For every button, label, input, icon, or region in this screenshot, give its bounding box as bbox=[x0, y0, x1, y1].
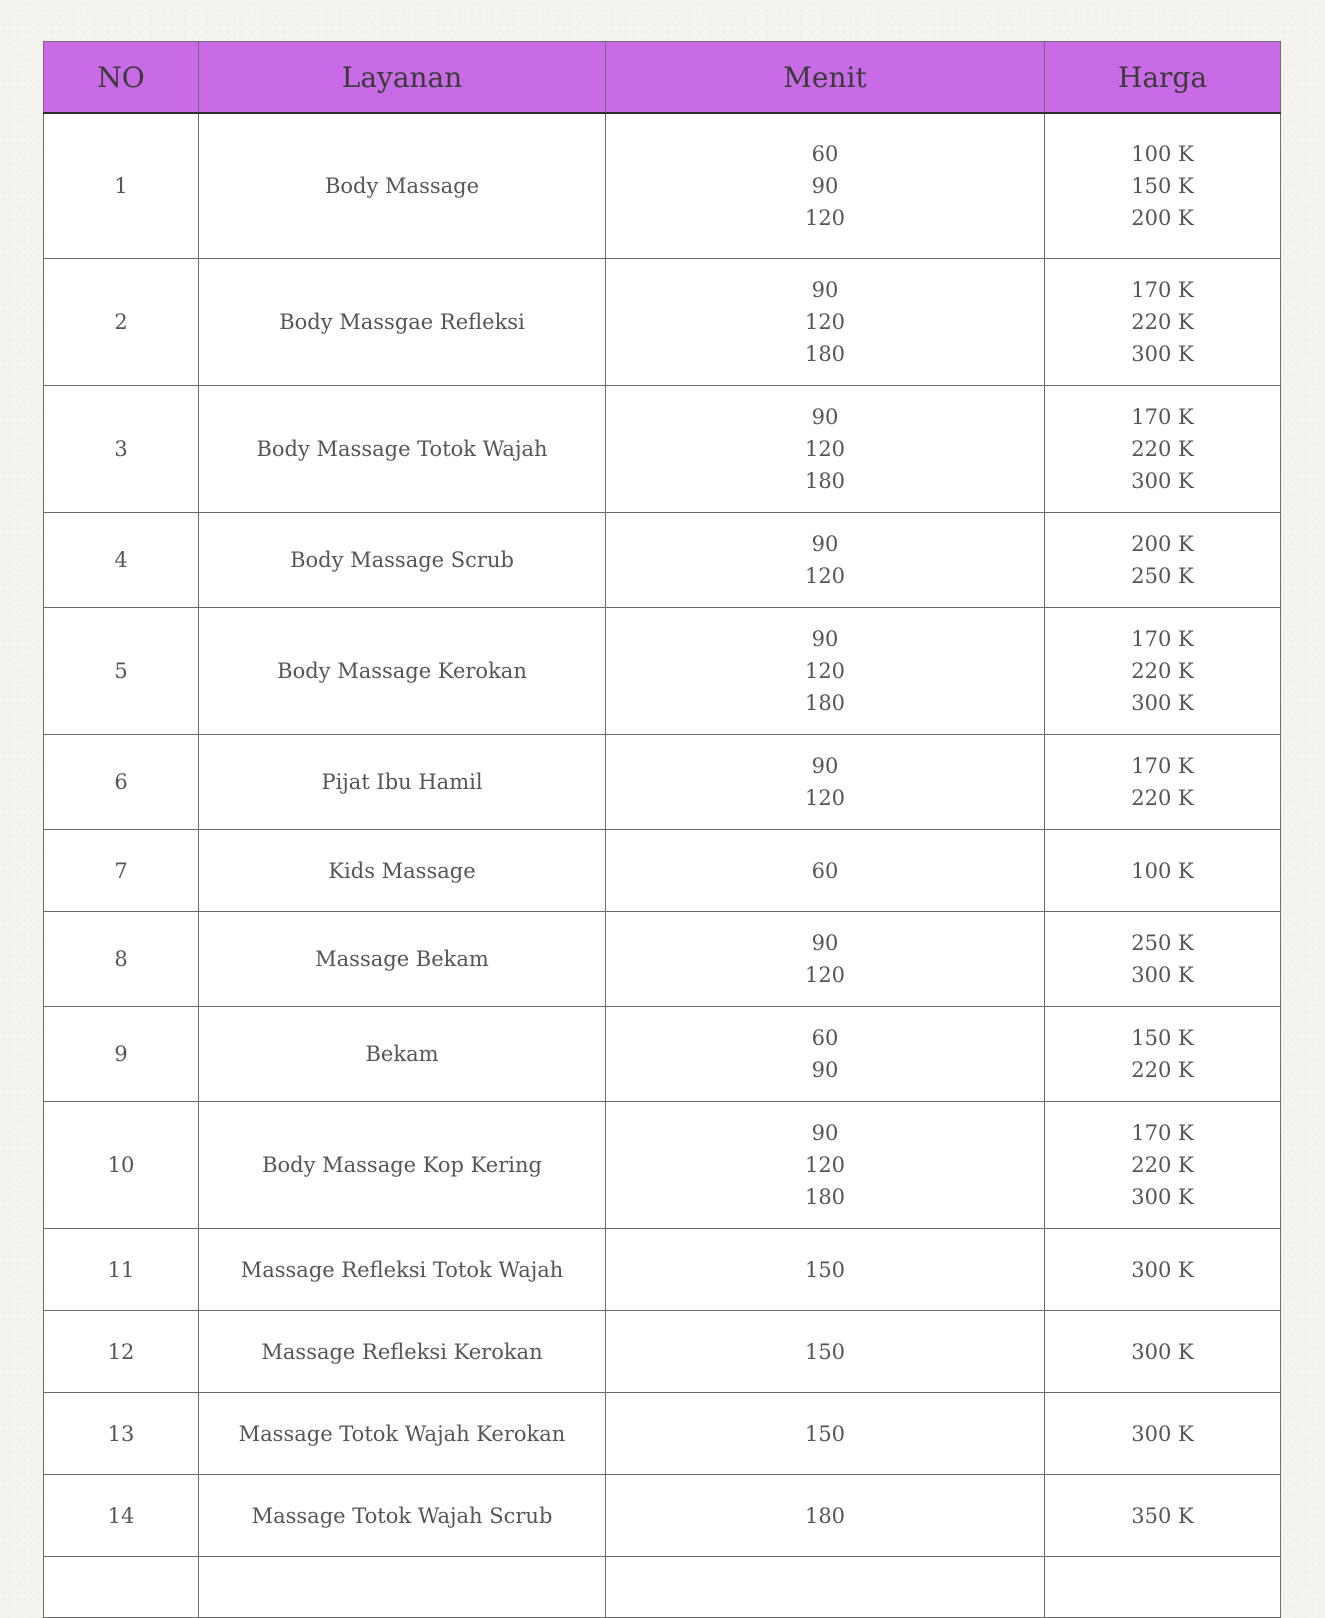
header-harga: Harga bbox=[1045, 42, 1281, 114]
duration-value: 90 bbox=[811, 405, 839, 429]
row-number: 4 bbox=[44, 513, 199, 608]
price-cell bbox=[1045, 912, 1281, 1007]
price-value: 300 K bbox=[1131, 963, 1194, 987]
row-number: 3 bbox=[44, 386, 199, 513]
duration-value: 60 bbox=[811, 858, 839, 883]
price-cell bbox=[1045, 735, 1281, 830]
price-cell bbox=[1045, 513, 1281, 608]
price-cell bbox=[1045, 113, 1281, 259]
duration-value: 120 bbox=[804, 786, 846, 810]
service-name: Kids Massage bbox=[199, 830, 606, 912]
price-value: 220 K bbox=[1131, 659, 1194, 683]
duration-value: 180 bbox=[804, 342, 846, 366]
duration-value: 120 bbox=[804, 206, 846, 230]
duration-value: 180 bbox=[804, 1185, 846, 1209]
price-value: 100 K bbox=[1131, 142, 1194, 166]
price-value: 220 K bbox=[1131, 1153, 1194, 1177]
duration-value: 90 bbox=[811, 174, 839, 198]
service-name: Massage Totok Wajah Scrub bbox=[199, 1475, 606, 1557]
service-name: Massage Totok Wajah Kerokan bbox=[199, 1393, 606, 1475]
price-cell bbox=[1045, 1229, 1281, 1311]
service-name: Massage Refleksi Kerokan bbox=[199, 1311, 606, 1393]
row-number: 10 bbox=[44, 1102, 199, 1229]
duration-value: 90 bbox=[811, 1121, 839, 1145]
service-name: Massage Refleksi Totok Wajah bbox=[199, 1229, 606, 1311]
duration-value: 180 bbox=[804, 469, 846, 493]
price-cell bbox=[1045, 1393, 1281, 1475]
empty-cell bbox=[199, 1557, 606, 1618]
row-number: 9 bbox=[44, 1007, 199, 1102]
header-no: NO bbox=[44, 42, 199, 114]
price-value: 220 K bbox=[1131, 310, 1194, 334]
duration-cell bbox=[606, 1229, 1045, 1311]
table-body bbox=[44, 113, 1281, 1618]
duration-value: 90 bbox=[811, 754, 839, 778]
table-row bbox=[44, 608, 1281, 735]
price-value: 300 K bbox=[1131, 342, 1194, 366]
row-number: 13 bbox=[44, 1393, 199, 1475]
price-value: 170 K bbox=[1131, 405, 1194, 429]
price-value: 300 K bbox=[1131, 691, 1194, 715]
price-cell bbox=[1045, 608, 1281, 735]
price-value: 200 K bbox=[1131, 206, 1194, 230]
duration-cell bbox=[606, 608, 1045, 735]
service-name: Massage Bekam bbox=[199, 912, 606, 1007]
duration-value: 180 bbox=[804, 1503, 846, 1528]
duration-value: 120 bbox=[804, 310, 846, 334]
table-header-row bbox=[44, 42, 1281, 114]
duration-value: 90 bbox=[811, 1058, 839, 1082]
duration-value: 150 bbox=[804, 1257, 846, 1282]
duration-value: 120 bbox=[804, 564, 846, 588]
table-row bbox=[44, 113, 1281, 259]
row-number: 7 bbox=[44, 830, 199, 912]
price-value: 250 K bbox=[1131, 564, 1194, 588]
row-number: 6 bbox=[44, 735, 199, 830]
row-number: 2 bbox=[44, 259, 199, 386]
price-value: 300 K bbox=[1131, 1339, 1194, 1364]
duration-cell bbox=[606, 1311, 1045, 1393]
empty-cell bbox=[44, 1557, 199, 1618]
row-number: 5 bbox=[44, 608, 199, 735]
duration-value: 120 bbox=[804, 437, 846, 461]
duration-value: 90 bbox=[811, 278, 839, 302]
price-value: 300 K bbox=[1131, 469, 1194, 493]
row-number: 8 bbox=[44, 912, 199, 1007]
price-value: 300 K bbox=[1131, 1257, 1194, 1282]
service-name: Body Massgae Refleksi bbox=[199, 259, 606, 386]
duration-cell bbox=[606, 735, 1045, 830]
duration-cell bbox=[606, 513, 1045, 608]
duration-cell bbox=[606, 386, 1045, 513]
row-number: 12 bbox=[44, 1311, 199, 1393]
price-value: 300 K bbox=[1131, 1185, 1194, 1209]
duration-cell bbox=[606, 1475, 1045, 1557]
price-cell bbox=[1045, 1311, 1281, 1393]
table-row bbox=[44, 1229, 1281, 1311]
table-row bbox=[44, 830, 1281, 912]
price-value: 170 K bbox=[1131, 754, 1194, 778]
price-value: 350 K bbox=[1131, 1503, 1194, 1528]
duration-cell bbox=[606, 1102, 1045, 1229]
header-layanan: Layanan bbox=[199, 42, 606, 114]
service-name: Body Massage Kop Kering bbox=[199, 1102, 606, 1229]
price-value: 220 K bbox=[1131, 1058, 1194, 1082]
duration-cell bbox=[606, 1007, 1045, 1102]
price-value: 200 K bbox=[1131, 532, 1194, 556]
price-cell bbox=[1045, 259, 1281, 386]
duration-value: 180 bbox=[804, 691, 846, 715]
duration-value: 60 bbox=[811, 142, 839, 166]
table-row bbox=[44, 513, 1281, 608]
duration-value: 150 bbox=[804, 1339, 846, 1364]
price-cell bbox=[1045, 830, 1281, 912]
price-value: 250 K bbox=[1131, 931, 1194, 955]
header-menit: Menit bbox=[606, 42, 1045, 114]
price-value: 170 K bbox=[1131, 627, 1194, 651]
price-cell bbox=[1045, 1102, 1281, 1229]
table-row bbox=[44, 1475, 1281, 1557]
duration-value: 90 bbox=[811, 532, 839, 556]
service-name: Body Massage Kerokan bbox=[199, 608, 606, 735]
empty-cell bbox=[1045, 1557, 1281, 1618]
price-value: 170 K bbox=[1131, 278, 1194, 302]
duration-value: 60 bbox=[811, 1026, 839, 1050]
row-number: 1 bbox=[44, 113, 199, 259]
price-value: 220 K bbox=[1131, 786, 1194, 810]
table-row bbox=[44, 1007, 1281, 1102]
duration-value: 90 bbox=[811, 627, 839, 651]
table-row bbox=[44, 386, 1281, 513]
price-table bbox=[43, 41, 1281, 1618]
duration-cell bbox=[606, 912, 1045, 1007]
table-row bbox=[44, 1311, 1281, 1393]
service-name: Body Massage bbox=[199, 113, 606, 259]
duration-cell bbox=[606, 113, 1045, 259]
price-value: 150 K bbox=[1131, 174, 1194, 198]
service-name: Pijat Ibu Hamil bbox=[199, 735, 606, 830]
duration-value: 120 bbox=[804, 1153, 846, 1177]
table-row bbox=[44, 1393, 1281, 1475]
row-number: 14 bbox=[44, 1475, 199, 1557]
duration-cell bbox=[606, 259, 1045, 386]
price-value: 100 K bbox=[1131, 858, 1194, 883]
table-row bbox=[44, 259, 1281, 386]
duration-value: 120 bbox=[804, 963, 846, 987]
price-cell bbox=[1045, 386, 1281, 513]
duration-value: 150 bbox=[804, 1421, 846, 1446]
price-value: 300 K bbox=[1131, 1421, 1194, 1446]
duration-cell bbox=[606, 1393, 1045, 1475]
empty-cell bbox=[606, 1557, 1045, 1618]
service-name: Body Massage Totok Wajah bbox=[199, 386, 606, 513]
duration-value: 120 bbox=[804, 659, 846, 683]
table-row-empty bbox=[44, 1557, 1281, 1618]
table-row bbox=[44, 1102, 1281, 1229]
duration-cell bbox=[606, 830, 1045, 912]
price-cell bbox=[1045, 1007, 1281, 1102]
price-value: 150 K bbox=[1131, 1026, 1194, 1050]
price-value: 220 K bbox=[1131, 437, 1194, 461]
table-row bbox=[44, 735, 1281, 830]
service-name: Bekam bbox=[199, 1007, 606, 1102]
row-number: 11 bbox=[44, 1229, 199, 1311]
price-value: 170 K bbox=[1131, 1121, 1194, 1145]
duration-value: 90 bbox=[811, 931, 839, 955]
service-name: Body Massage Scrub bbox=[199, 513, 606, 608]
table-row bbox=[44, 912, 1281, 1007]
price-cell bbox=[1045, 1475, 1281, 1557]
